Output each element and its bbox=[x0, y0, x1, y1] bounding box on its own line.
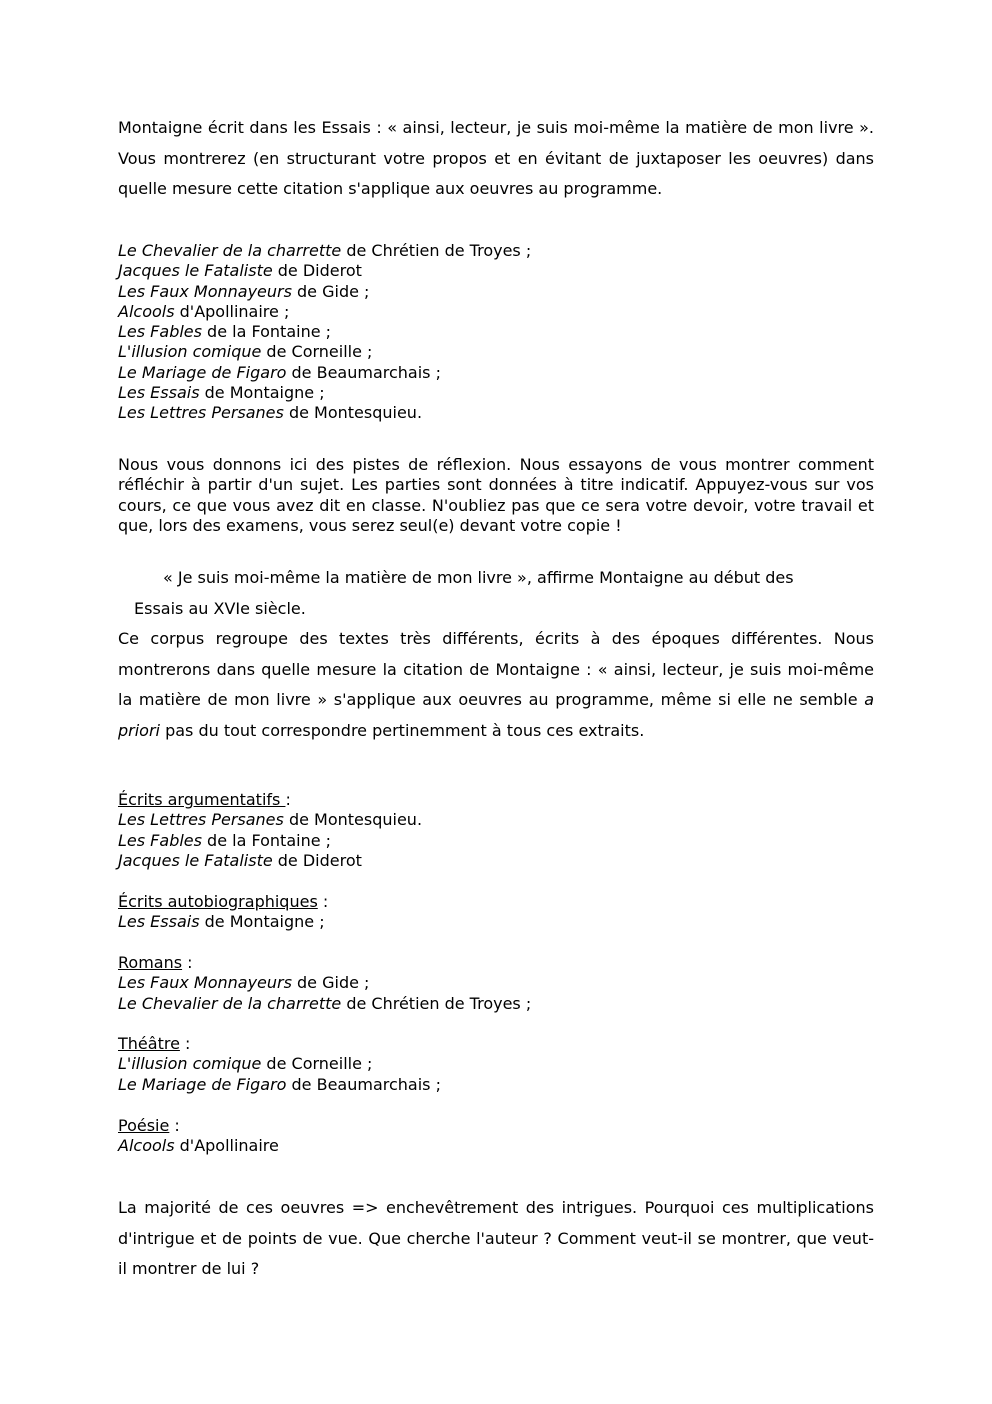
list-item: Les Faux Monnayeurs de Gide ; bbox=[118, 281, 370, 301]
list-item: Alcools d'Apollinaire ; bbox=[118, 301, 290, 321]
list-item: Alcools d'Apollinaire bbox=[118, 1136, 279, 1156]
list-item: Le Chevalier de la charrette de Chrétien de Troyes ; bbox=[118, 241, 532, 260]
list-item: Le Mariage de Figaro de Beaumarchais ; bbox=[118, 1074, 441, 1094]
category-autobiographical bbox=[118, 892, 874, 933]
list-item: Le Mariage de Figaro de Beaumarchais ; bbox=[118, 362, 441, 382]
list-item: L'illusion comique de Corneille ; bbox=[118, 1054, 373, 1074]
list-item: Les Fables de la Fontaine ; bbox=[118, 830, 332, 850]
quote-line-2: Essais au XVIe siècle. bbox=[134, 598, 306, 618]
list-item: Jacques le Fataliste de Diderot bbox=[118, 261, 362, 281]
category-heading: Écrits argumentatifs : bbox=[118, 790, 291, 809]
category-heading: Poésie : bbox=[118, 1116, 180, 1135]
list-item: L'illusion comique de Corneille ; bbox=[118, 342, 373, 362]
notice-paragraph: Nous vous donnons ici des pistes de réflexion. Nous essayons de vous montrer comment réfléchir à partir d'un sujet. Les parties sont données à titre indicatif. Appuyez-vous sur vos cours, ce que vous avez dit en classe. N'oubliez pas que ce sera votre devoir, votre travail et que, lors des examens, vous serez seul(e) devant votre copie ! bbox=[118, 455, 874, 536]
list-item: Jacques le Fataliste de Diderot bbox=[118, 850, 362, 870]
list-item: Les Lettres Persanes de Montesquieu. bbox=[118, 810, 423, 830]
list-item: Les Faux Monnayeurs de Gide ; bbox=[118, 973, 370, 993]
category-novels bbox=[118, 953, 874, 1014]
works-list bbox=[118, 241, 874, 424]
list-item: Les Fables de la Fontaine ; bbox=[118, 322, 332, 342]
category-heading: Écrits autobiographiques : bbox=[118, 892, 329, 911]
list-item: Les Essais de Montaigne ; bbox=[118, 912, 325, 932]
category-heading: Théâtre : bbox=[118, 1034, 191, 1053]
list-item: Les Essais de Montaigne ; bbox=[118, 383, 325, 403]
category-heading: Romans : bbox=[118, 953, 193, 972]
category-argumentative bbox=[118, 790, 874, 871]
list-item: Le Chevalier de la charrette de Chrétien de Troyes ; bbox=[118, 993, 532, 1013]
intro-paragraph: Montaigne écrit dans les Essais : « ainsi, lecteur, je suis moi-même la matière de mon livre ». Vous montrerez (en structurant votre propos et en évitant de juxtaposer les oeuvres) dans quelle mesure cette citation s'applique aux oeuvres au programme. bbox=[118, 118, 874, 198]
corpus-paragraph: Ce corpus regroupe des textes très différents, écrits à des époques différentes. Nous montrerons dans quelle mesure la citation de Montaigne : « ainsi, lecteur, je suis moi-même la matière de mon livre » s'applique aux oeuvres au programme, même si elle ne semble a priori pas du tout correspondre pertinemment à tous ces extraits. bbox=[118, 629, 874, 740]
category-poetry bbox=[118, 1116, 874, 1157]
list-item: Les Lettres Persanes de Montesquieu. bbox=[118, 403, 423, 423]
category-theatre bbox=[118, 1034, 874, 1095]
conclusion-paragraph: La majorité de ces oeuvres => enchevêtrement des intrigues. Pourquoi ces multiplications d'intrigue et de points de vue. Que cherche l'auteur ? Comment veut-il se montrer, que veut-il montrer de lui ? bbox=[118, 1198, 874, 1278]
quote-block bbox=[118, 563, 874, 624]
quote-line-1: « Je suis moi-même la matière de mon livre », affirme Montaigne au début des bbox=[163, 568, 794, 587]
